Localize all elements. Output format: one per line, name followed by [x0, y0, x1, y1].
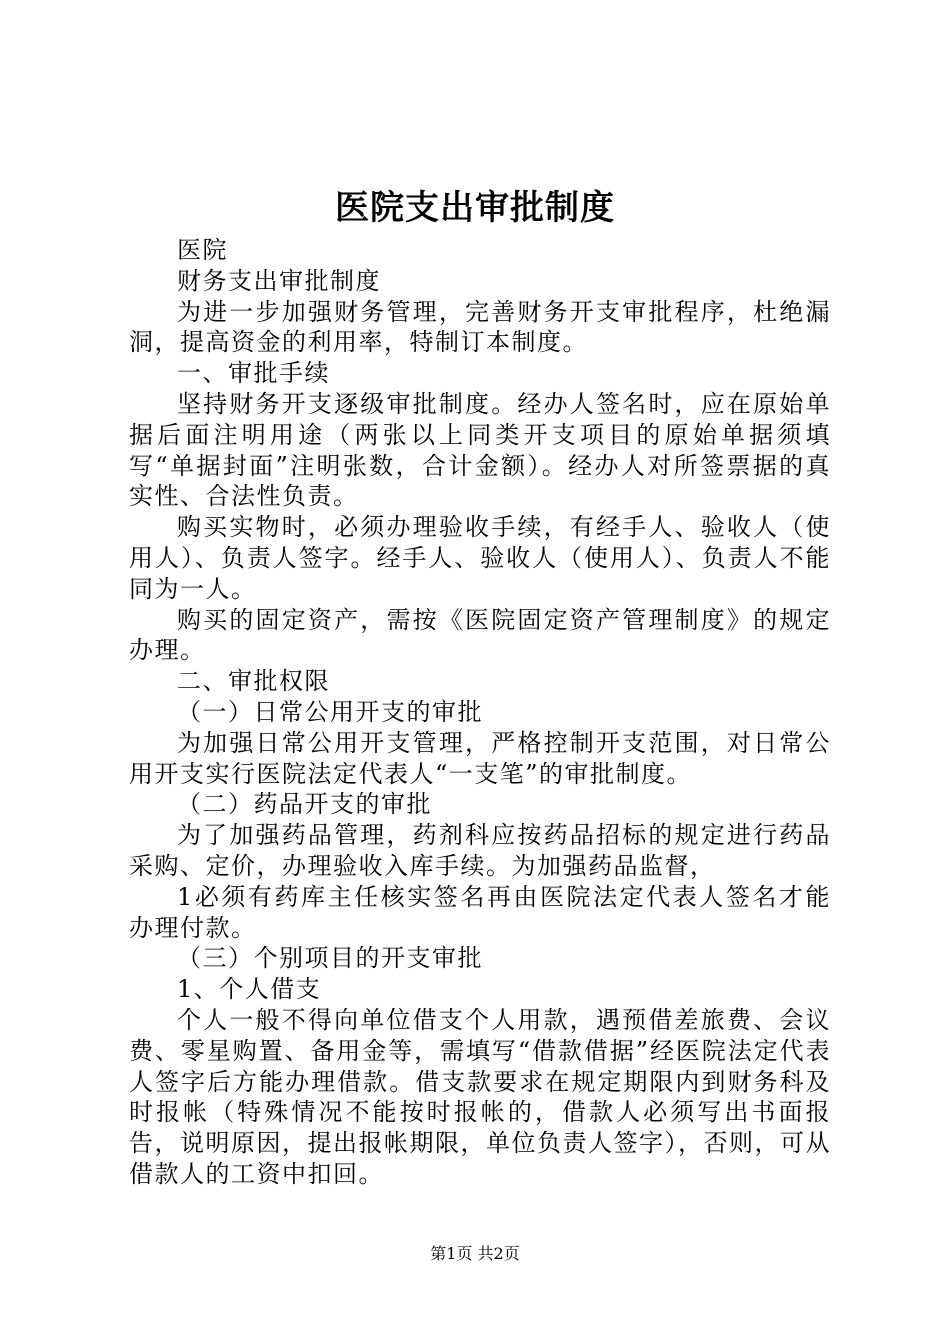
paragraph-purchase-goods: 购买实物时，必须办理验收手续，有经手人、验收人（使用人）、负责人签字。经手人、验收人（使用人）、负责人不能同为一人。: [129, 513, 831, 603]
section-heading-approval-authority: 二、审批权限: [177, 667, 330, 696]
paragraph-personal-advance: 个人一般不得向单位借支个人用款，遇预借差旅费、会议费、零星购置、备用金等，需填写“借款借据”经医院法定代表人签字后方能办理借款。借支款要求在规定期限内到财务科及时报帐（特殊情况不能按时报帐的，借款人必须写出书面报告，说明原因，提出报帐期限，单位负责人签字），否则，可从借款人的工资中扣回。: [129, 1005, 831, 1188]
subsection-heading-drug-expenses: （二）药品开支的审批: [177, 790, 432, 819]
paragraph-drug-management: 为了加强药品管理，药剂科应按药品招标的规定进行药品采购、定价，办理验收入库手续。为加强药品监督，: [129, 821, 831, 880]
subsection-heading-daily-expenses: （一）日常公用开支的审批: [177, 697, 483, 726]
paragraph-fixed-assets: 购买的固定资产，需按《医院固定资产管理制度》的规定办理。: [129, 605, 831, 665]
paragraph-approval-procedure: 坚持财务开支逐级审批制度。经办人签名时，应在原始单据后面注明用途（两张以上同类开支项目的原始单据须填写“单据封面”注明张数，合计金额）。经办人对所签票据的真实性、合法性负责。: [129, 389, 831, 511]
paragraph-daily-expenses: 为加强日常公用开支管理，严格控制开支范围，对日常公用开支实行医院法定代表人“一支笔”的审批制度。: [129, 728, 831, 788]
paragraph-intro: 为进一步加强财务管理，完善财务开支审批程序，杜绝漏洞，提高资金的利用率，特制订本制度。: [129, 297, 831, 357]
document-body: [129, 235, 831, 1190]
page-footer: 第1页 共2页: [430, 1244, 520, 1263]
subsection-heading-special-items: （三）个别项目的开支审批: [177, 944, 483, 973]
paragraph-subtitle: 财务支出审批制度: [177, 266, 381, 295]
section-heading-approval-procedure: 一、审批手续: [177, 359, 330, 388]
item-heading-personal-advance: 1、个人借支: [177, 975, 322, 1004]
paragraph-hospital: 医院: [177, 236, 228, 264]
document-title: 医院支出审批制度: [335, 188, 615, 228]
paragraph-drug-payment: 1必须有药库主任核实签名再由医院法定代表人签名才能办理付款。: [129, 882, 831, 942]
